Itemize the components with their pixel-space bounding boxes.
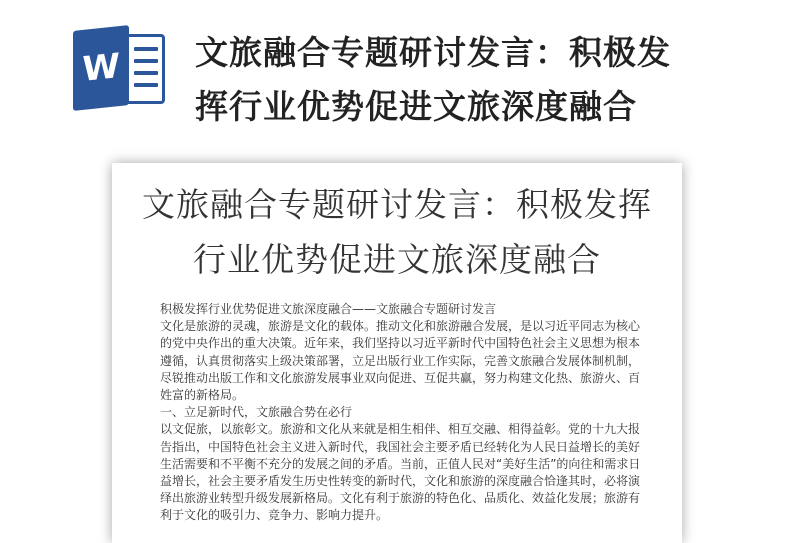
document-body (160, 301, 642, 525)
document-subtitle: 积极发挥行业优势促进文旅深度融合——文旅融合专题研讨发言 (160, 302, 497, 316)
paragraph-line: 益增长，社会主要矛盾发生历史性转变的新时代，文化和旅游的深度融合恰逢其时，必将演 (160, 474, 641, 489)
page-title-line-2: 挥行业优势促进文旅深度融合 (195, 87, 637, 126)
document-page (112, 163, 682, 543)
word-line (134, 59, 158, 63)
word-line (134, 83, 158, 87)
paragraph-line: 生活需要和不平衡不充分的发展之间的矛盾。当前，正值人民对“美好生活”的向往和需求日 (160, 456, 641, 471)
word-w-letter-icon: W (73, 25, 129, 111)
page-title-line-1: 文旅融合专题研讨发言：积极发 (195, 33, 671, 72)
paragraph-line: 绎出旅游业转型升级发展新格局。文化有利于旅游的特色化、品质化、效益化发展；旅游有 (160, 491, 641, 506)
paragraph-line: 的党中央作出的重大决策。近年来，我们坚持以习近平新时代中国特色社会主义思想为根本 (160, 336, 641, 351)
paragraph-line: 尽锐推动出版工作和文化旅游发展事业双向促进、互促共赢，努力构建文化热、旅游火、百 (160, 370, 641, 385)
paragraph-line: 文化是旅游的灵魂，旅游是文化的载体。推动文化和旅游融合发展，是以习近平同志为核心 (160, 319, 641, 334)
paragraph-line: 以文促旅，以旅彰文。旅游和文化从来就是相生相伴、相互交融、相得益彰。党的十九大报 (160, 422, 641, 437)
section-heading: 一、立足新时代，文旅融合势在必行 (160, 405, 353, 420)
word-line (134, 47, 158, 51)
word-line (134, 71, 158, 75)
paragraph-line: 利于文化的吸引力、竞争力、影响力提升。 (160, 508, 389, 523)
document-title-line-1: 文旅融合专题研讨发言：积极发挥 (142, 185, 652, 224)
paragraph-line: 告指出，中国特色社会主义进入新时代，我国社会主要矛盾已经转化为人民日益增长的美好 (160, 439, 641, 454)
document-title-line-2: 行业优势促进文旅深度融合 (193, 240, 601, 279)
word-icon (73, 28, 168, 108)
paragraph-line: 遵循，认真贯彻落实上级决策部署，立足出版行业工作实际，完善文旅融合发展体制机制， (160, 353, 641, 368)
paragraph-line: 姓富的新格局。 (160, 388, 245, 403)
page-title (195, 26, 755, 134)
document-title (112, 177, 682, 287)
